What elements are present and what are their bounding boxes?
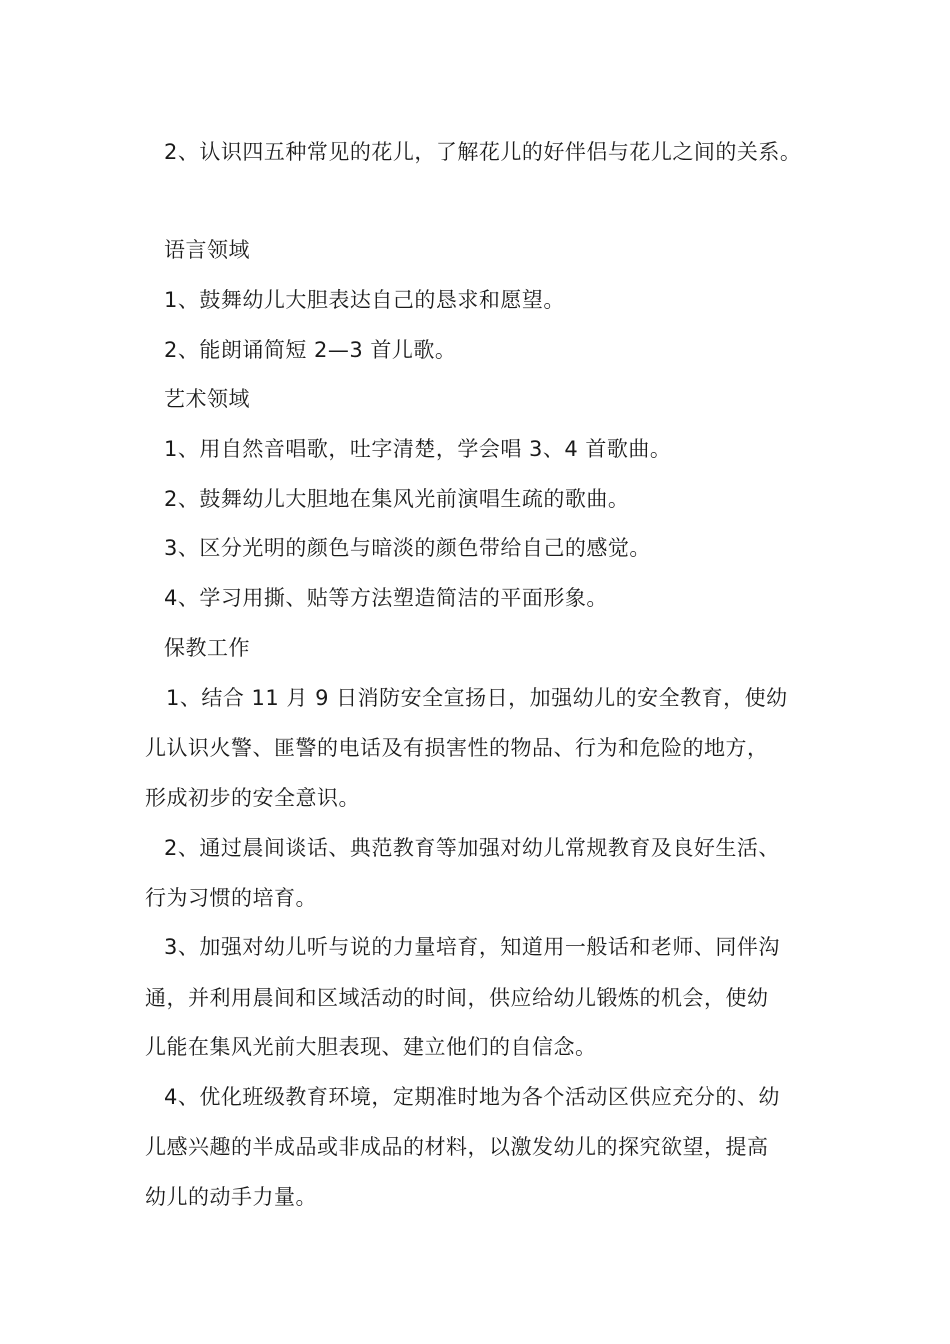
care-p1-line-2: 儿认识火警、匪警的电话及有损害性的物品、行为和危险的地方， [145,736,769,760]
language-item-2: 2、能朗诵简短 2—3 首儿歌。 [164,338,457,362]
care-p4-line-1: 4、优化班级教育环境，定期准时地为各个活动区供应充分的、幼 [164,1085,780,1109]
care-p3-line-2: 通，并利用晨间和区域活动的时间，供应给幼儿锻炼的机会，使幼 [145,986,769,1010]
intro-item-2: 2、认识四五种常见的花儿，了解花儿的好伴侣与花儿之间的关系。 [164,140,802,164]
art-heading: 艺术领域 [164,387,250,411]
art-item-1: 1、用自然音唱歌，吐字清楚，学会唱 3、4 首歌曲。 [164,437,672,461]
care-p4-line-2: 儿感兴趣的半成品或非成品的材料，以激发幼儿的探究欲望，提高 [145,1135,769,1159]
language-item-1: 1、鼓舞幼儿大胆表达自己的恳求和愿望。 [164,288,565,312]
art-item-4: 4、学习用撕、贴等方法塑造简洁的平面形象。 [164,586,608,610]
care-heading: 保教工作 [164,636,250,660]
language-heading: 语言领域 [164,238,250,262]
care-p1-line-1: 1、结合 11 月 9 日消防安全宣扬日，加强幼儿的安全教育，使幼 [166,686,788,710]
care-p3-line-3: 儿能在集风光前大胆表现、建立他们的自信念。 [145,1035,597,1059]
care-p2-line-2: 行为习惯的培育。 [145,886,317,910]
art-item-3: 3、区分光明的颜色与暗淡的颜色带给自己的感觉。 [164,536,651,560]
care-p4-line-3: 幼儿的动手力量。 [145,1185,317,1209]
art-item-2: 2、鼓舞幼儿大胆地在集风光前演唱生疏的歌曲。 [164,487,630,511]
care-p1-line-3: 形成初步的安全意识。 [145,786,360,810]
care-p3-line-1: 3、加强对幼儿听与说的力量培育，知道用一般话和老师、同伴沟 [164,935,780,959]
care-p2-line-1: 2、通过晨间谈话、典范教育等加强对幼儿常规教育及良好生活、 [164,836,780,860]
